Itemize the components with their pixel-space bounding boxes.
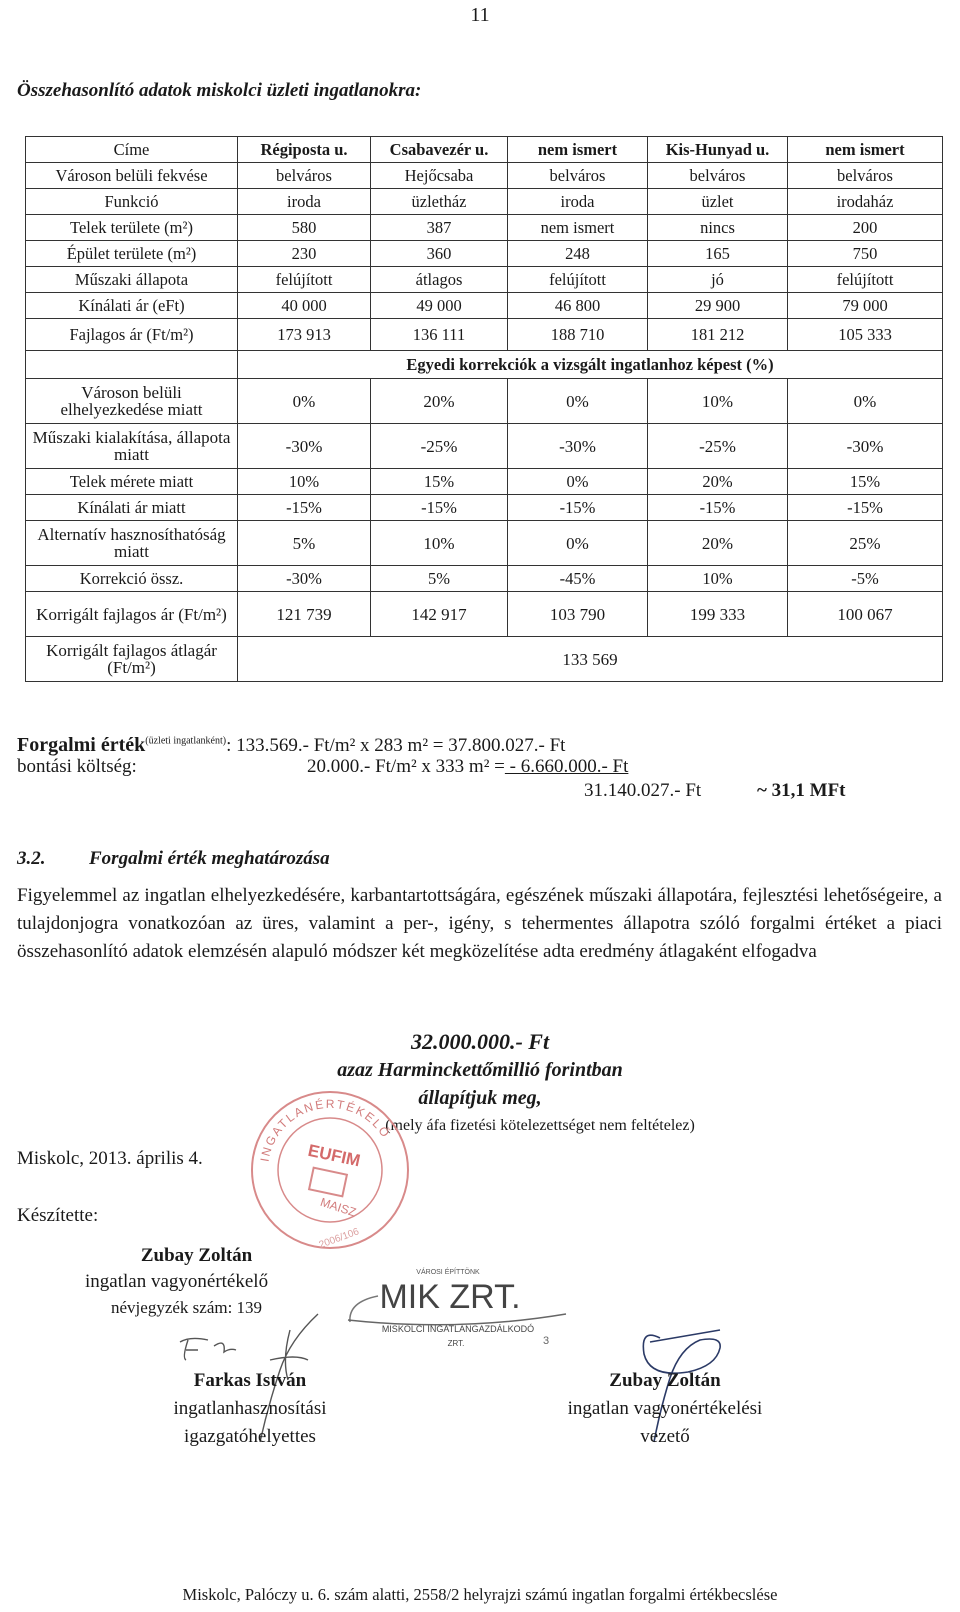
table-cell: 133 569	[238, 637, 943, 682]
table-row	[26, 215, 943, 241]
table-cell: 360	[371, 241, 508, 267]
table-cell: 136 111	[371, 319, 508, 351]
table-cell: 10%	[648, 379, 788, 424]
table-cell: 230	[238, 241, 371, 267]
table-cell: iroda	[238, 189, 371, 215]
table-cell: 103 790	[508, 592, 648, 637]
preparer-name: Zubay Zoltán	[140, 1245, 253, 1266]
calc-result: 31.140.027.- Ft	[584, 780, 702, 801]
table-cell: Telek mérete miatt	[26, 469, 238, 495]
table-cell: 20%	[648, 469, 788, 495]
section-title-text: Forgalmi érték meghatározása	[89, 848, 330, 869]
bontasi-amount: - 6.660.000.- Ft	[504, 756, 629, 777]
table-cell: Kínálati ár miatt	[26, 495, 238, 521]
table-cell: 29 900	[648, 293, 788, 319]
table-cell: 200	[788, 215, 943, 241]
signer-right-role2: vezető	[640, 1426, 690, 1447]
table-cell: 15%	[788, 469, 943, 495]
value-amount: 32.000.000.- Ft	[410, 1029, 550, 1054]
table-cell: -15%	[371, 495, 508, 521]
stamp-number-text: 2006/106	[317, 1226, 361, 1251]
table-cell: belváros	[508, 163, 648, 189]
table-cell: Címe	[26, 137, 238, 163]
table-cell: 188 710	[508, 319, 648, 351]
table-cell: nem ismert	[508, 137, 648, 163]
table-cell: Városon belüli elhelyezkedése miatt	[26, 379, 238, 424]
table-cell: Fajlagos ár (Ft/m²)	[26, 319, 238, 351]
table-cell: jó	[648, 267, 788, 293]
table-row	[26, 495, 943, 521]
page-number: 11	[470, 4, 490, 26]
table-subheader-row	[26, 351, 943, 379]
table-cell: -30%	[788, 424, 943, 469]
table-cell: iroda	[508, 189, 648, 215]
table-cell: 10%	[648, 566, 788, 592]
table-cell: -45%	[508, 566, 648, 592]
table-cell: 181 212	[648, 319, 788, 351]
table-cell: üzlet	[648, 189, 788, 215]
table-cell: 173 913	[238, 319, 371, 351]
section-title	[17, 848, 330, 870]
section-paragraph: Figyelemmel az ingatlan elhelyezkedésére, karbantartottságára, egészének műszaki állapotára, fejlesztési lehetőségeire, a tulajdonjogra vonatkozóan az üres, valamint a per-, igény, s tehermentes állapotra szóló forgalmi értéket a piaci összehasonlító adatok elemzésén alapuló módszer két megközelítése adta eredmény átlagaként elfogadva	[17, 885, 942, 962]
table-cell: 0%	[508, 521, 648, 566]
table-row	[26, 521, 943, 566]
page-footer: Miskolc, Palóczy u. 6. szám alatti, 2558/2 helyrajzi számú ingatlan forgalmi értékbecslése	[182, 1585, 778, 1604]
preparer-role: ingatlan vagyonértékelő	[85, 1271, 269, 1292]
calc-result-approx: ~ 31,1 MFt	[757, 780, 846, 801]
table-cell: -15%	[788, 495, 943, 521]
table-cell: nem ismert	[508, 215, 648, 241]
table-cell: 20%	[371, 379, 508, 424]
table-cell: 100 067	[788, 592, 943, 637]
table-cell: felújított	[238, 267, 371, 293]
table-cell: 0%	[508, 469, 648, 495]
table-row	[26, 241, 943, 267]
stamp-ring-text: INGATLANÉRTÉKELŐ	[257, 1096, 394, 1163]
signer-left-role2: igazgatóhelyettes	[184, 1426, 316, 1447]
table-cell: Funkció	[26, 189, 238, 215]
table-cell: 0%	[788, 379, 943, 424]
table-cell: Telek területe (m²)	[26, 215, 238, 241]
table-row	[26, 189, 943, 215]
section-heading: Összehasonlító adatok miskolci üzleti ingatlanokra:	[17, 80, 422, 101]
table-cell: nem ismert	[788, 137, 943, 163]
table-cell: felújított	[788, 267, 943, 293]
signer-right-name: Zubay Zoltán	[609, 1370, 721, 1391]
signer-left-block	[145, 1367, 355, 1451]
forgalmi-expr: : 133.569.- Ft/m² x 283 m² = 37.800.027.- Ft	[226, 735, 566, 756]
value-verb: állapítjuk meg,	[418, 1087, 542, 1109]
table-cell: -5%	[788, 566, 943, 592]
table-cell: irodaház	[788, 189, 943, 215]
table-cell: 165	[648, 241, 788, 267]
table-row	[26, 469, 943, 495]
table-cell: Korrigált fajlagos ár (Ft/m²)	[26, 592, 238, 637]
table-cell: 15%	[371, 469, 508, 495]
table-cell: 387	[371, 215, 508, 241]
table-row	[26, 566, 943, 592]
table-row	[26, 424, 943, 469]
table-cell: -25%	[648, 424, 788, 469]
table-row	[26, 163, 943, 189]
table-cell: 199 333	[648, 592, 788, 637]
preparer-reg: névjegyzék szám: 139	[111, 1298, 263, 1317]
table-cell: Alternatív hasznosíthatóság miatt	[26, 521, 238, 566]
table-cell: 10%	[238, 469, 371, 495]
signer-left-name: Farkas István	[193, 1370, 307, 1391]
table-cell: 79 000	[788, 293, 943, 319]
table-cell: 5%	[371, 566, 508, 592]
table-row	[26, 319, 943, 351]
bontasi-expr: 20.000.- Ft/m² x 333 m² =	[307, 756, 505, 777]
table-cell: 46 800	[508, 293, 648, 319]
value-words: azaz Harminckettőmillió forintban	[337, 1059, 623, 1081]
stamp-sub-text: MAISZ	[318, 1194, 358, 1220]
table-cell: belváros	[788, 163, 943, 189]
final-value	[0, 1028, 960, 1140]
table-cell: Kínálati ár (eFt)	[26, 293, 238, 319]
table-cell: -15%	[238, 495, 371, 521]
forgalmi-sup: (üzleti ingatlanként)	[145, 735, 227, 747]
table-cell: 580	[238, 215, 371, 241]
table-cell: Korrigált fajlagos átlagár (Ft/m²)	[26, 637, 238, 682]
table-row	[26, 379, 943, 424]
section-number: 3.2.	[17, 848, 46, 869]
table-header-row	[26, 137, 943, 163]
table-cell: Műszaki állapota	[26, 267, 238, 293]
table-cell: -30%	[238, 424, 371, 469]
table-cell: -30%	[508, 424, 648, 469]
table-cell: -25%	[371, 424, 508, 469]
table-cell: 40 000	[238, 293, 371, 319]
logo-name-text: MIK ZRT.	[379, 1278, 521, 1316]
table-cell	[26, 351, 238, 379]
prepared-by: Készítette:	[17, 1205, 99, 1226]
table-cell: üzletház	[371, 189, 508, 215]
signer-right-block	[540, 1367, 790, 1451]
table-cell: -15%	[508, 495, 648, 521]
table-cell: Csabavezér u.	[371, 137, 508, 163]
table-cell: 0%	[508, 379, 648, 424]
table-cell: 49 000	[371, 293, 508, 319]
table-row	[26, 293, 943, 319]
table-row	[26, 267, 943, 293]
logo-top-text: VÁROSI ÉPÍTTÖNK	[416, 1269, 480, 1276]
table-cell: felújított	[508, 267, 648, 293]
table-cell: Egyedi korrekciók a vizsgált ingatlanhoz képest (%)	[238, 351, 943, 379]
table-cell: 121 739	[238, 592, 371, 637]
table-cell: Épület területe (m²)	[26, 241, 238, 267]
table-average-row	[26, 637, 943, 682]
table-cell: Hejőcsaba	[371, 163, 508, 189]
table-cell: 0%	[238, 379, 371, 424]
table-cell: átlagos	[371, 267, 508, 293]
table-row	[26, 592, 943, 637]
table-cell: Műszaki kialakítása, állapota miatt	[26, 424, 238, 469]
table-cell: 25%	[788, 521, 943, 566]
table-cell: Régiposta u.	[238, 137, 371, 163]
table-cell: Korrekció össz.	[26, 566, 238, 592]
table-cell: -30%	[238, 566, 371, 592]
table-cell: -15%	[648, 495, 788, 521]
table-cell: Kis-Hunyad u.	[648, 137, 788, 163]
forgalmi-label: Forgalmi érték	[17, 734, 146, 756]
comparison-table	[25, 136, 943, 682]
table-cell: 5%	[238, 521, 371, 566]
table-cell: 750	[788, 241, 943, 267]
eufim-stamp	[245, 1085, 415, 1255]
table-cell: belváros	[238, 163, 371, 189]
logo-mark-text: 3	[542, 1335, 550, 1347]
signer-right-role1: ingatlan vagyonértékelési	[567, 1398, 763, 1419]
table-cell: belváros	[648, 163, 788, 189]
bontasi-label: bontási költség:	[17, 756, 137, 777]
table-cell: 142 917	[371, 592, 508, 637]
logo-sub-text: MISKOLCI INGATLANGAZDÁLKODÓ	[381, 1324, 535, 1334]
table-cell: Városon belüli fekvése	[26, 163, 238, 189]
value-note: (mely áfa fizetési kötelezettséget nem feltételez)	[385, 1117, 695, 1134]
table-cell: nincs	[648, 215, 788, 241]
document-date: Miskolc, 2013. április 4.	[17, 1148, 203, 1169]
table-cell: 105 333	[788, 319, 943, 351]
table-cell: 20%	[648, 521, 788, 566]
stamp-center-text: EUFIM	[306, 1140, 362, 1171]
mik-zrt-logo	[338, 1262, 578, 1362]
table-cell: 248	[508, 241, 648, 267]
table-cell: 10%	[371, 521, 508, 566]
signer-left-role1: ingatlanhasznosítási	[173, 1398, 327, 1419]
logo-sub2-text: ZRT.	[447, 1339, 465, 1348]
